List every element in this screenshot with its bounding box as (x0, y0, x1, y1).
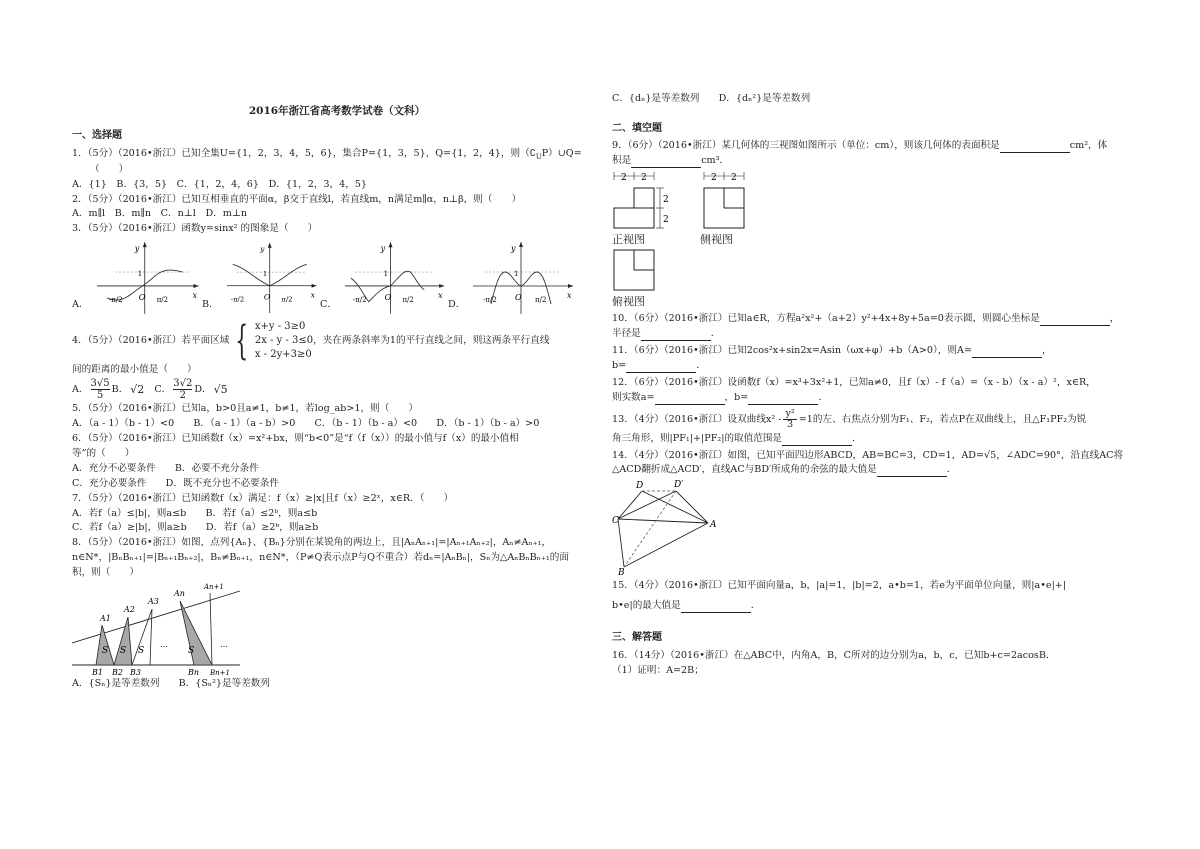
q3-label-a: A． (72, 299, 89, 311)
q8-label-s3: S (138, 646, 145, 657)
q8-label-an1: An+1 (204, 583, 224, 592)
q3a-pi2: π/2 (156, 296, 168, 305)
q12-blank-2 (748, 394, 818, 405)
q1-options: A．{1} B．{3，5} C．{1，2，4，6} D．{1，2，3，4，5} (72, 178, 367, 190)
q15-stem-2: b•e|的最大值是 (612, 600, 681, 612)
q13-blank (782, 435, 852, 446)
q8-options-cd: C．{dₙ}是等差数列 D．{dₙ²}是等差数列 (612, 93, 811, 104)
q3c-axis-x: x (438, 291, 443, 301)
q2-options: A．m∥l B．m∥n C．n⊥l D．m⊥n (72, 208, 248, 220)
q12-blank-1 (655, 394, 725, 405)
question-10 (612, 312, 1132, 326)
page-title: 2016年浙江省高考数学试卷（文科） (248, 105, 426, 117)
q8-label-s1: S (102, 646, 109, 657)
q3-graph-b (223, 238, 320, 316)
q12-line-2 (612, 391, 1132, 405)
question-2: 2．（5分）（2016•浙江）已知互相垂直的平面α，β交于直线l，若直线m，n满足m∥α，n⊥β，则（ ） (72, 193, 522, 205)
q14-label-a: A (710, 520, 717, 531)
q8-label-s2: S (120, 646, 127, 657)
q4-system: { x+y - 3≥0 2x - y - 3≤0 x - 2y+3≥0 (235, 318, 314, 365)
q12-stem-2: 则实数a= (612, 391, 655, 403)
q11-stem-2: ， (1042, 344, 1052, 356)
q10-stem-3: 半径是 (612, 328, 641, 339)
q4-ineq-2: 2x - y - 3≤0 (254, 335, 314, 347)
question-16: 16．（14分）（2016•浙江）在△ABC中，内角A，B，C所对的边分别为a，b，c，已知b+c=2acosB． (612, 649, 1056, 661)
question-14: 14．（4分）（2016•浙江）如图，已知平面四边形ABCD，AB=BC=3，CD=1，AD=√5，∠ADC=90°，沿直线AC将 (612, 449, 1124, 461)
q3b-pi2: π/2 (281, 295, 293, 304)
q14-stem-2: △ACD翻折成△ACD′，直线AC与BD′所成角的余弦的最大值是 (612, 464, 877, 476)
q6-options-ab: A．充分不必要条件 B．必要不充分条件 (72, 462, 259, 474)
q3b-neg-pi2: -π/2 (230, 295, 244, 304)
q13-stem-3: ． (852, 432, 862, 444)
q13-stem-b: =1的左、右焦点分别为F₁、F₂，若点P在双曲线上，且△F₁PF₂为锐 (798, 413, 1087, 425)
question-13 (612, 409, 1132, 431)
q10-stem: 10．（6分）（2016•浙江）已知a∈R，方程a²x²+（a+2）y²+4x+8y+5a=0表示圆，则圆心坐标是 (612, 313, 1040, 325)
q4-b-val: √2 (130, 382, 145, 396)
q3d-axis-x: x (567, 291, 572, 301)
q8-stem-2: n∈N*，|BₙBₙ₊₁|=|Bₙ₊₁Bₙ₊₂|，Bₙ≠Bₙ₊₁，n∈N*，（P≠Q表示点P与Q不重合）若dₙ=|AₙBₙ|，Sₙ为△AₙBₙBₙ₊₁的面 (72, 552, 569, 564)
q1-stem-tail: P）∪Q= (541, 147, 582, 159)
q9-blank-2 (631, 157, 701, 168)
q3-graph-c (341, 238, 448, 316)
q3d-origin: O (515, 293, 522, 303)
question-5: 5．（5分）（2016•浙江）已知a，b>0且a≠1，b≠1，若log_ab>1，则（ ） (72, 403, 419, 415)
question-7: 7．（5分）（2016•浙江）已知函数f（x）满足：f（x）≥|x|且f（x）≥2ˣ，x∈R．（ ） (72, 492, 454, 504)
q3a-axis-x: x (192, 291, 197, 301)
q4-label-b: B． (111, 383, 129, 395)
q3-option-a (72, 238, 202, 316)
question-12: 12．（6分）（2016•浙江）设函数f（x）=x³+3x²+1，已知a≠0，且f（x）- f（a）=（x - b）（x - a）²，x∈R， (612, 376, 1096, 388)
q3c-one: 1 (383, 270, 388, 279)
q11-blank-1 (972, 347, 1042, 358)
q15-line-2 (612, 599, 1132, 613)
q8-label-a3: A3 (148, 597, 159, 607)
q3-graph-a (93, 238, 202, 316)
q9-dim-2: 2 (641, 173, 647, 184)
q6-options-cd: C．充分必要条件 D．既不充分也不必要条件 (72, 477, 279, 489)
q8-label-b1: B1 (92, 668, 103, 678)
q1-sub: U (535, 152, 542, 161)
q3d-pi2: π/2 (535, 296, 547, 305)
question-8: 8．（5分）（2016•浙江）如图，点列{Aₙ}、{Bₙ}分别在某锐角的两边上，且|AₙAₙ₊₁|=|Aₙ₊₁Aₙ₊₂|，Aₙ≠Aₙ₊₁， (72, 537, 552, 549)
question-1 (72, 147, 602, 162)
q3b-axis-x: x (310, 290, 315, 300)
q12-stem-4: ． (818, 391, 828, 403)
q8-label-a2: A2 (124, 605, 135, 615)
question-3: 3．（5分）（2016•浙江）函数y=sinx² 的图象是（ ） (72, 223, 318, 235)
section-choice-heading: 一、选择题 (72, 130, 122, 142)
q3c-axis-y: y (380, 244, 386, 254)
q3b-one: 1 (262, 270, 267, 279)
q13-stem-2: 角三角形，则|PF₁|+|PF₂|的取值范围是 (612, 432, 783, 444)
q3b-origin: O (263, 292, 270, 302)
q9-dim-1: 2 (621, 173, 627, 184)
q3a-one: 1 (137, 270, 142, 279)
q9-line-2 (612, 154, 1132, 168)
q8-label-bn1: Bn+1 (210, 669, 230, 678)
q11-line-2 (612, 359, 1132, 373)
q9-unit-1: cm²，体 (1069, 140, 1108, 152)
question-15: 15．（4分）（2016•浙江）已知平面向量a，b，|a|=1，|b|=2，a•b=1，若e为平面单位向量，则|a•e|+| (612, 580, 1067, 592)
q5-options: A．（a - 1）（b - 1）<0 B．（a - 1）（a - b）>0 C．（b - 1）（b - a）<0 D．（b - 1）（b - a）>0 (72, 418, 540, 430)
q13-stem: 13．（4分）（2016•浙江）设双曲线x² - (612, 413, 782, 425)
q8-options-ab: A．{Sₙ}是等差数列 B．{Sₙ²}是等差数列 (72, 678, 270, 690)
q15-stem-3: ． (750, 600, 761, 612)
q10-stem-4: ． (710, 328, 721, 339)
q4-stem-b: ，夹在两条斜率为1的平行直线之间，则这两条平行直线 (313, 335, 550, 347)
q3c-pi2: π/2 (402, 296, 414, 305)
q3a-neg-pi2: -π/2 (108, 296, 123, 305)
q9-stem-2: 积是 (612, 155, 632, 167)
q8-label-an: An (174, 589, 185, 599)
q8-label-bn: Bn (188, 668, 200, 678)
q9-side-view (700, 170, 750, 248)
q13-frac-den: 3 (787, 419, 794, 431)
q14-label-d-prime: D′ (674, 480, 684, 491)
q3-option-c (320, 238, 448, 316)
q8-label-b2: B2 (112, 668, 123, 678)
q10-line-2 (612, 327, 1132, 341)
q3-label-c: C． (320, 299, 337, 311)
q6-stem-2: 等”的（ ） (72, 447, 135, 459)
q11-stem-4: ． (696, 359, 706, 371)
question-6: 6．（5分）（2016•浙江）已知函数f（x）=x²+bx，则“b<0”是“f（f（x））的最小值与f（x）的最小值相 (72, 433, 519, 445)
q4-label-c: C． (154, 383, 172, 395)
q13-line-2 (612, 432, 1132, 446)
q3c-origin: O (384, 293, 392, 303)
q14-stem-3: ． (946, 464, 957, 476)
q8-stem-3: 积，则（ ） (72, 567, 140, 579)
q11-blank-2 (626, 362, 696, 373)
q4-options (72, 378, 602, 401)
q9-dim-3: 2 (663, 195, 669, 206)
q9-dim-4: 2 (663, 215, 669, 226)
q3d-neg-pi2: -π/2 (483, 296, 498, 305)
q9-top-view (612, 248, 1132, 310)
left-column (72, 104, 602, 692)
right-column (612, 92, 1132, 678)
q4-a-num: 3√5 (90, 378, 110, 390)
q9-blank-1 (1000, 142, 1070, 153)
q8-ellipsis-1: … (160, 640, 168, 650)
q1-paren: （ ） (90, 163, 129, 175)
section-answer-heading: 三、解答题 (612, 632, 662, 644)
q11-stem: 11．（6分）（2016•浙江）已知2cos²x+sin2x=Asin（ωx+φ）+b（A>0），则A= (612, 344, 972, 356)
q3d-one: 1 (514, 270, 519, 279)
q9-top-label: 俯视图 (612, 295, 645, 309)
q3c-neg-pi2: -π/2 (352, 296, 367, 305)
question-9 (612, 139, 1132, 153)
q16-sub-1: （1）证明：A=2B； (612, 664, 704, 676)
q3d-axis-y: y (511, 244, 516, 254)
q14-label-b: B (618, 568, 625, 576)
q9-side-label: 侧视图 (700, 233, 733, 247)
q10-blank-1 (1040, 315, 1110, 326)
q3-option-d (448, 238, 578, 316)
q4-stem-c: 间的距离的最小值是（ ） (72, 364, 197, 376)
question-11 (612, 344, 1132, 358)
q9-stem: 9．（6分）（2016•浙江）某几何体的三视图如图所示（单位：cm），则该几何体的表面积是 (612, 140, 1000, 152)
q3b-axis-y: y (259, 244, 265, 254)
q4-label-a: A． (72, 383, 89, 395)
q9-unit-2: cm³． (701, 155, 730, 167)
q14-label-c: C (612, 516, 619, 527)
q3-label-b: B． (202, 299, 219, 311)
q8-ellipsis-2: … (220, 640, 228, 650)
q3-graph-d (469, 238, 577, 316)
q9-dim-6: 2 (731, 173, 737, 184)
q14-label-d: D (636, 481, 644, 492)
q3a-origin: O (138, 293, 145, 303)
q4-c-den: 2 (179, 390, 186, 402)
q9-front-view (612, 170, 672, 248)
q9-three-views (612, 170, 1132, 248)
question-4 (72, 318, 602, 365)
q4-d-val: √5 (213, 382, 228, 396)
q8-label-s4: S (188, 646, 195, 657)
q12-stem-3: ，b= (724, 391, 749, 403)
q14-line-2 (612, 463, 1132, 477)
q3-option-b (202, 238, 320, 316)
q3a-axis-y: y (134, 244, 139, 254)
q4-label-d: D． (194, 383, 212, 395)
section-fill-heading: 二、填空题 (612, 122, 662, 134)
q10-blank-2 (641, 330, 711, 341)
q4-c-num: 3√2 (173, 378, 193, 390)
q14-figure (612, 479, 732, 575)
q8-figure (72, 581, 242, 677)
q4-stem-a: 4．（5分）（2016•浙江）若平面区域 (72, 335, 230, 347)
q3-graphs (72, 238, 602, 316)
q11-stem-3: b= (612, 359, 627, 371)
q13-frac-num: y² (785, 407, 795, 419)
q7-options-cd: C．若f（a）≥|b|，则a≥b D．若f（a）≥2ᵇ，则a≥b (72, 522, 319, 534)
q8-label-a1: A1 (100, 614, 111, 624)
q1-stem: 1．（5分）（2016•浙江）已知全集U={1，2，3，4，5，6}，集合P={1，3，5}，Q={1，2，4}，则（∁ (72, 147, 536, 159)
q8-label-b3: B3 (130, 668, 141, 678)
q9-dim-5: 2 (711, 173, 717, 184)
q15-blank (681, 602, 751, 613)
q7-options-ab: A．若f（a）≤|b|，则a≤b B．若f（a）≤2ᵇ，则a≤b (72, 507, 318, 519)
q9-front-label: 正视图 (612, 233, 645, 247)
q14-blank (877, 466, 947, 477)
q4-a-den: 5 (96, 390, 104, 402)
q4-ineq-3: x - 2y+3≥0 (254, 349, 312, 361)
q4-ineq-1: x+y - 3≥0 (254, 321, 306, 333)
q3-label-d: D． (448, 299, 466, 311)
q10-stem-2: ， (1109, 313, 1120, 325)
